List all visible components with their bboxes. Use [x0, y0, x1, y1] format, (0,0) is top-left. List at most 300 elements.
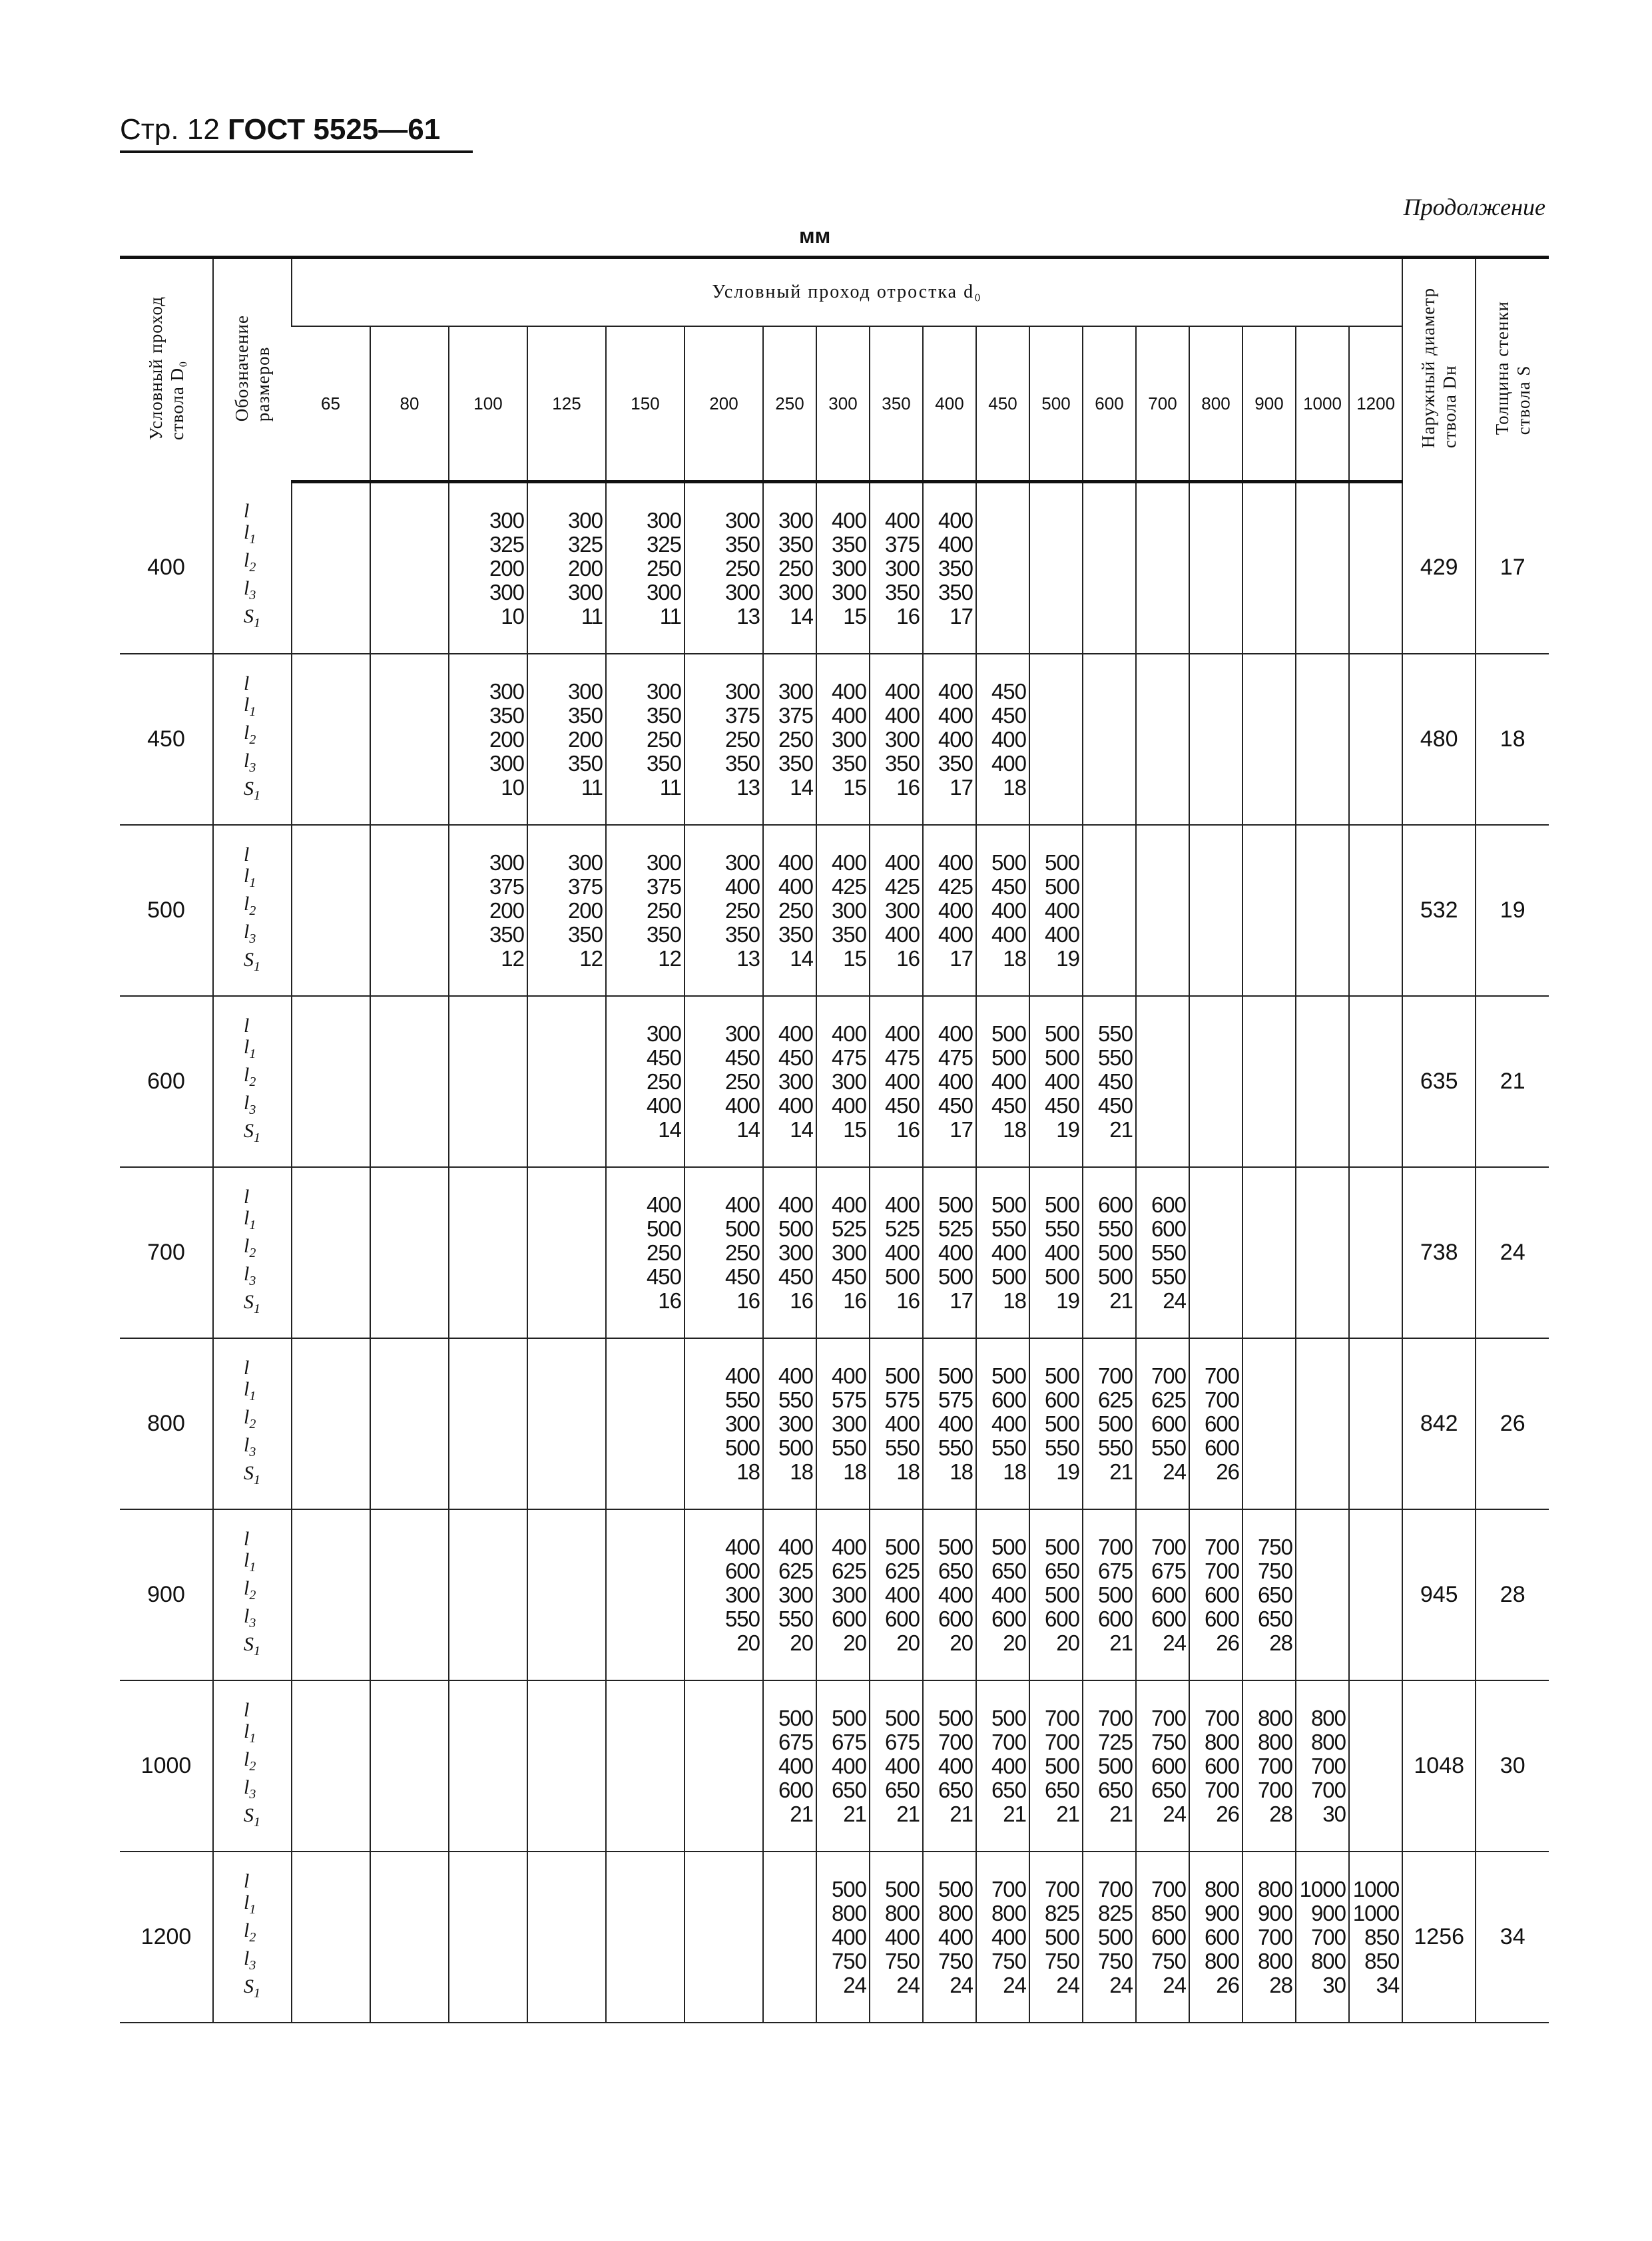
dimension-value: 300 [646, 850, 681, 875]
designation-label: $l_3$ [244, 577, 256, 603]
dimension-value: 500 [1044, 1192, 1079, 1217]
dimension-value: 250 [724, 726, 760, 752]
dimension-value: 700 [938, 1729, 973, 1754]
dimension-cell [1136, 996, 1189, 1167]
dimension-value: 400 [938, 702, 973, 728]
dimension-cell [1029, 1338, 1083, 1509]
dimension-value: 700 [1257, 1777, 1292, 1802]
dimension-value: 550 [831, 1435, 866, 1460]
dimension-value: 625 [884, 1558, 920, 1583]
dimension-value: 250 [646, 1240, 681, 1265]
dimension-value: 500 [724, 1216, 760, 1241]
dimension-value: 500 [991, 1045, 1026, 1070]
dimension-value: 900 [1257, 1900, 1292, 1925]
dimension-value: 450 [991, 1093, 1026, 1118]
col-header-wall-thickness: Толщина стенки ствола S [1476, 258, 1549, 482]
page-header [120, 113, 440, 146]
dimension-value: 700 [1310, 1924, 1346, 1949]
dimension-value: 550 [1097, 1216, 1133, 1241]
col-header-outer-diameter: Наружный диаметр ствола Dн [1402, 258, 1476, 482]
dimension-cell [1296, 482, 1349, 654]
dimension-value: 500 [831, 1705, 866, 1730]
designation-label: $l_2$ [244, 892, 256, 918]
designation-label: $l_2$ [244, 1919, 256, 1945]
dimension-value: 250 [646, 555, 681, 581]
dimension-value: 450 [1097, 1093, 1133, 1118]
dimension-value: 400 [991, 1753, 1026, 1778]
dimension-value: 700 [1151, 1363, 1186, 1388]
dimension-value: 18 [950, 1459, 973, 1484]
dimension-cell [1083, 825, 1136, 996]
dimension-cell [449, 996, 527, 1167]
dimension-value: 500 [991, 1264, 1026, 1289]
dimension-cell [1242, 825, 1296, 996]
dimension-cell [606, 1167, 685, 1338]
dimension-cell [1029, 654, 1083, 825]
col-header-main-bore: Условный проход ствола D₀ [120, 258, 213, 482]
dimension-value: 450 [778, 1264, 813, 1289]
dimension-cell [292, 1509, 370, 1680]
dimension-value: 19 [1056, 945, 1079, 971]
dimension-cell [370, 1509, 449, 1680]
designation-cell [213, 825, 292, 996]
dimension-value: 300 [884, 555, 920, 581]
dimension-cell [1189, 1852, 1242, 2023]
dimension-value: 21 [1056, 1801, 1079, 1826]
dimension-value: 300 [489, 678, 524, 704]
outer-diameter-cell: 480 [1402, 654, 1476, 825]
dimension-cell [527, 825, 606, 996]
dimension-value: 15 [843, 774, 866, 800]
dimension-value: 400 [778, 1753, 813, 1778]
outer-diameter-cell: 842 [1402, 1338, 1476, 1509]
dimension-cell [816, 654, 870, 825]
dimension-value: 500 [1097, 1582, 1133, 1607]
dimension-value: 500 [991, 1192, 1026, 1217]
dimension-cell [527, 482, 606, 654]
dimension-value: 600 [991, 1387, 1026, 1412]
dimension-value: 750 [884, 1948, 920, 1973]
dimension-value: 300 [831, 897, 866, 923]
dimension-value: 500 [1097, 1264, 1133, 1289]
dimension-value: 625 [778, 1558, 813, 1583]
outer-diameter-cell: 635 [1402, 996, 1476, 1167]
dimension-value: 12 [579, 945, 603, 971]
dimension-value: 400 [991, 1582, 1026, 1607]
dimension-value: 24 [1163, 1288, 1186, 1313]
dimension-cell [1349, 1509, 1402, 1680]
dimension-value: 550 [1044, 1216, 1079, 1241]
dimension-value: 300 [724, 678, 760, 704]
dimension-value: 300 [778, 1411, 813, 1436]
dimension-cell [923, 482, 976, 654]
designation-label: $S_1$ [244, 777, 260, 803]
dimension-value: 700 [991, 1876, 1026, 1901]
dimension-value: 400 [938, 1582, 973, 1607]
d0-column-header: 150 [606, 326, 685, 482]
dimension-value: 400 [991, 1240, 1026, 1265]
wall-thickness-cell: 34 [1476, 1852, 1549, 2023]
dimension-value: 600 [1151, 1606, 1186, 1631]
dimension-cell [923, 996, 976, 1167]
dimension-value: 425 [884, 873, 920, 899]
dimension-value: 450 [991, 678, 1026, 704]
dimension-cell [763, 825, 816, 996]
dimension-value: 300 [778, 1240, 813, 1265]
dimension-value: 300 [646, 579, 681, 605]
dimension-value: 800 [938, 1900, 973, 1925]
dimension-value: 500 [1097, 1411, 1133, 1436]
dimension-value: 26 [1216, 1801, 1239, 1826]
dimension-value: 15 [843, 1117, 866, 1142]
dimension-value: 750 [831, 1948, 866, 1973]
dimension-value: 24 [1003, 1972, 1026, 1997]
designation-label: l [244, 500, 250, 523]
dimension-value: 600 [1151, 1411, 1186, 1436]
designation-label: $l_2$ [244, 549, 256, 575]
dimension-value: 375 [778, 702, 813, 728]
dimension-value: 600 [1044, 1387, 1079, 1412]
dimension-cell [816, 1852, 870, 2023]
designation-label: l [244, 1698, 250, 1721]
dimension-cell [1029, 825, 1083, 996]
dimension-value: 800 [1310, 1729, 1346, 1754]
table-row [120, 996, 1549, 1167]
dimension-value: 500 [778, 1705, 813, 1730]
dimension-value: 400 [884, 507, 920, 533]
dimension-value: 400 [991, 897, 1026, 923]
dimension-value: 400 [991, 1924, 1026, 1949]
dimension-value: 24 [896, 1972, 920, 1997]
dimension-value: 11 [581, 774, 603, 800]
dimension-value: 350 [884, 579, 920, 605]
dimension-value: 350 [489, 702, 524, 728]
dimension-cell [449, 825, 527, 996]
dimension-value: 675 [1097, 1558, 1133, 1583]
dimension-value: 21 [1109, 1117, 1133, 1142]
dimension-value: 400 [938, 850, 973, 875]
d0-column-header: 400 [923, 326, 976, 482]
dimension-cell [1296, 1852, 1349, 2023]
dimension-value: 16 [790, 1288, 813, 1313]
dimension-cell [870, 825, 923, 996]
dimension-value: 400 [831, 1093, 866, 1118]
dimension-value: 825 [1097, 1900, 1133, 1925]
dimension-cell [606, 1680, 685, 1852]
designation-label: $l_3$ [244, 920, 256, 946]
dimension-value: 375 [724, 702, 760, 728]
dimension-value: 700 [1151, 1534, 1186, 1559]
dimension-value: 1000 [1352, 1876, 1400, 1901]
table-row [120, 1338, 1549, 1509]
dimension-value: 400 [831, 1924, 866, 1949]
dimension-value: 17 [950, 603, 973, 628]
dimension-value: 400 [938, 1924, 973, 1949]
dimension-cell [1349, 1167, 1402, 1338]
dimension-value: 600 [884, 1606, 920, 1631]
dimension-value: 300 [567, 579, 603, 605]
dimension-value: 17 [950, 774, 973, 800]
dimension-value: 300 [724, 1582, 760, 1607]
dimension-value: 800 [1310, 1948, 1346, 1973]
dimension-value: 350 [778, 921, 813, 947]
dimension-value: 450 [831, 1264, 866, 1289]
dimension-value: 300 [884, 726, 920, 752]
dimension-value: 800 [1310, 1705, 1346, 1730]
dimension-cell [1242, 654, 1296, 825]
designation-label: $l_1$ [244, 1377, 256, 1403]
dimension-value: 350 [884, 750, 920, 776]
dimension-value: 250 [724, 1240, 760, 1265]
dimension-cell [370, 654, 449, 825]
dimension-value: 700 [1257, 1753, 1292, 1778]
dimension-value: 16 [896, 1117, 920, 1142]
dimension-cell [1296, 825, 1349, 996]
designation-label: l [244, 672, 250, 694]
dimension-cell [606, 482, 685, 654]
dimension-cell [816, 1680, 870, 1852]
dimension-value: 450 [884, 1093, 920, 1118]
dimension-value: 300 [724, 1021, 760, 1046]
dimension-value: 500 [778, 1435, 813, 1460]
dimension-value: 300 [489, 579, 524, 605]
dimension-value: 500 [1044, 1411, 1079, 1436]
dimension-cell [1189, 654, 1242, 825]
designation-label: $S_1$ [244, 1119, 260, 1145]
dimension-value: 400 [991, 1411, 1026, 1436]
dimension-cell [370, 1167, 449, 1338]
dimension-cell [1136, 482, 1189, 654]
main-bore-cell: 800 [120, 1338, 213, 1509]
dimension-value: 500 [991, 1363, 1026, 1388]
dimension-cell [870, 1852, 923, 2023]
dimension-value: 14 [658, 1117, 681, 1142]
dimension-value: 525 [831, 1216, 866, 1241]
dimension-value: 300 [567, 850, 603, 875]
dimension-value: 325 [489, 531, 524, 557]
dimension-value: 300 [831, 1240, 866, 1265]
dimension-cell [685, 825, 763, 996]
dimension-value: 26 [1216, 1630, 1239, 1655]
dimension-value: 850 [1364, 1924, 1400, 1949]
dimension-value: 400 [938, 531, 973, 557]
dimension-value: 400 [884, 1924, 920, 1949]
dimension-value: 400 [1044, 921, 1079, 947]
page-label: Стр. 12 [120, 113, 220, 146]
dimension-value: 400 [831, 702, 866, 728]
dimension-value: 650 [991, 1777, 1026, 1802]
outer-diameter-cell: 1256 [1402, 1852, 1476, 2023]
dimension-value: 24 [1163, 1630, 1186, 1655]
designation-label: $l_2$ [244, 1234, 256, 1260]
dimension-cell [606, 1509, 685, 1680]
dimension-cell [870, 1338, 923, 1509]
dimension-cell [816, 996, 870, 1167]
d0-column-header: 600 [1083, 326, 1136, 482]
dimension-value: 400 [938, 1411, 973, 1436]
dimension-cell [527, 1680, 606, 1852]
dimension-value: 400 [778, 1363, 813, 1388]
dimension-value: 500 [884, 1264, 920, 1289]
dimension-value: 600 [1044, 1606, 1079, 1631]
dimension-value: 21 [1109, 1630, 1133, 1655]
dimension-value: 400 [938, 726, 973, 752]
dimension-cell [685, 1167, 763, 1338]
dimension-cell [1242, 1509, 1296, 1680]
dimension-value: 16 [736, 1288, 760, 1313]
designation-label: $l_1$ [244, 864, 256, 890]
standard-number: ГОСТ 5525—61 [228, 113, 441, 146]
dimension-value: 800 [1204, 1729, 1239, 1754]
dimension-value: 700 [1204, 1363, 1239, 1388]
dimension-value: 350 [778, 531, 813, 557]
dimension-value: 700 [1204, 1777, 1239, 1802]
dimension-value: 675 [1151, 1558, 1186, 1583]
dimension-value: 21 [1003, 1801, 1026, 1826]
col-header-designation: Обозначение размеров [213, 258, 292, 482]
dimension-value: 400 [831, 1534, 866, 1559]
d0-column-header: 900 [1242, 326, 1296, 482]
designation-cell [213, 1680, 292, 1852]
dimension-cell [870, 654, 923, 825]
dimension-value: 19 [1056, 1117, 1079, 1142]
dimension-value: 21 [843, 1801, 866, 1826]
dimension-value: 15 [843, 945, 866, 971]
dimension-value: 600 [1097, 1606, 1133, 1631]
dimension-cell [1083, 482, 1136, 654]
dimension-value: 28 [1269, 1972, 1292, 1997]
d0-column-header: 300 [816, 326, 870, 482]
dimension-cell [527, 654, 606, 825]
dimension-value: 500 [991, 1705, 1026, 1730]
dimension-value: 550 [991, 1216, 1026, 1241]
dimension-value: 30 [1322, 1801, 1346, 1826]
dimension-cell [370, 996, 449, 1167]
dimension-value: 16 [896, 603, 920, 628]
dimension-cell [685, 1509, 763, 1680]
dimension-value: 450 [938, 1093, 973, 1118]
dimension-cell [1349, 654, 1402, 825]
dimension-cell [976, 654, 1029, 825]
dimension-value: 600 [1151, 1192, 1186, 1217]
d0-column-header: 700 [1136, 326, 1189, 482]
dimension-cell [1136, 1680, 1189, 1852]
dimension-value: 18 [1003, 774, 1026, 800]
dimension-value: 675 [884, 1729, 920, 1754]
dimension-value: 30 [1322, 1972, 1346, 1997]
dimension-value: 400 [724, 1192, 760, 1217]
dimension-value: 600 [1204, 1606, 1239, 1631]
dimension-value: 200 [489, 555, 524, 581]
dimension-value: 28 [1269, 1630, 1292, 1655]
dimension-value: 500 [991, 1534, 1026, 1559]
dimension-cell [606, 1852, 685, 2023]
d0-column-header: 1200 [1349, 326, 1402, 482]
dimension-cell [449, 1852, 527, 2023]
designation-cell [213, 654, 292, 825]
dimension-value: 600 [1204, 1924, 1239, 1949]
dimension-value: 450 [646, 1264, 681, 1289]
d0-column-header: 450 [976, 326, 1029, 482]
dimension-cell [763, 1338, 816, 1509]
designation-label: l [244, 1185, 250, 1208]
dimension-value: 500 [938, 1876, 973, 1901]
dimension-value: 850 [1151, 1900, 1186, 1925]
dimension-value: 300 [567, 507, 603, 533]
table-row [120, 654, 1549, 825]
dimension-value: 300 [489, 850, 524, 875]
dimension-value: 350 [646, 921, 681, 947]
dimension-value: 400 [831, 1192, 866, 1217]
dimension-cell [1349, 825, 1402, 996]
dimension-value: 350 [724, 750, 760, 776]
table-row [120, 1167, 1549, 1338]
dimension-value: 500 [884, 1705, 920, 1730]
table-row [120, 1852, 1549, 2023]
wall-thickness-cell: 18 [1476, 654, 1549, 825]
designation-label: $l_3$ [244, 1947, 256, 1973]
designation-label: l [244, 1356, 250, 1379]
dimension-value: 21 [1109, 1459, 1133, 1484]
dimension-value: 400 [778, 1093, 813, 1118]
dimension-value: 500 [991, 850, 1026, 875]
continuation-label: Продолжение [1403, 194, 1545, 220]
dimension-cell [1189, 996, 1242, 1167]
dimension-cell [1242, 1338, 1296, 1509]
dimension-value: 14 [790, 603, 813, 628]
designation-cell [213, 1852, 292, 2023]
col-header-branch-bore: Условный проход отростка d₀ [292, 258, 1402, 327]
dimension-cell [1029, 1852, 1083, 2023]
wall-thickness-cell: 17 [1476, 482, 1549, 654]
dimension-value: 250 [724, 1069, 760, 1094]
dimension-value: 600 [991, 1606, 1026, 1631]
dimension-value: 450 [724, 1264, 760, 1289]
dimension-value: 18 [1003, 945, 1026, 971]
dimension-value: 750 [1257, 1558, 1292, 1583]
dimension-value: 550 [991, 1435, 1026, 1460]
designation-label: l [244, 843, 250, 866]
dimension-value: 350 [831, 531, 866, 557]
dimension-value: 700 [1097, 1534, 1133, 1559]
dimension-value: 400 [884, 1582, 920, 1607]
dimension-value: 575 [938, 1387, 973, 1412]
dimension-cell [1296, 1338, 1349, 1509]
dimension-value: 675 [778, 1729, 813, 1754]
outer-diameter-cell: 1048 [1402, 1680, 1476, 1852]
wall-thickness-cell: 26 [1476, 1338, 1549, 1509]
d0-column-header: 65 [292, 326, 370, 482]
outer-diameter-cell: 945 [1402, 1509, 1476, 1680]
designation-label: $S_1$ [244, 1975, 260, 2001]
dimension-cell [1242, 1852, 1296, 2023]
dimension-cell [1242, 482, 1296, 654]
designation-label: $l_1$ [244, 1035, 256, 1061]
dimension-value: 500 [778, 1216, 813, 1241]
dimension-value: 300 [724, 1411, 760, 1436]
dimension-value: 350 [831, 921, 866, 947]
dimension-cell [1349, 1338, 1402, 1509]
dimension-cell [976, 1338, 1029, 1509]
dimension-value: 600 [1204, 1753, 1239, 1778]
dimension-cell [976, 1509, 1029, 1680]
dimension-cell [292, 1338, 370, 1509]
main-bore-cell: 500 [120, 825, 213, 996]
dimension-value: 24 [1163, 1801, 1186, 1826]
d0-column-header: 1000 [1296, 326, 1349, 482]
dimension-value: 800 [831, 1900, 866, 1925]
dimension-value: 18 [736, 1459, 760, 1484]
